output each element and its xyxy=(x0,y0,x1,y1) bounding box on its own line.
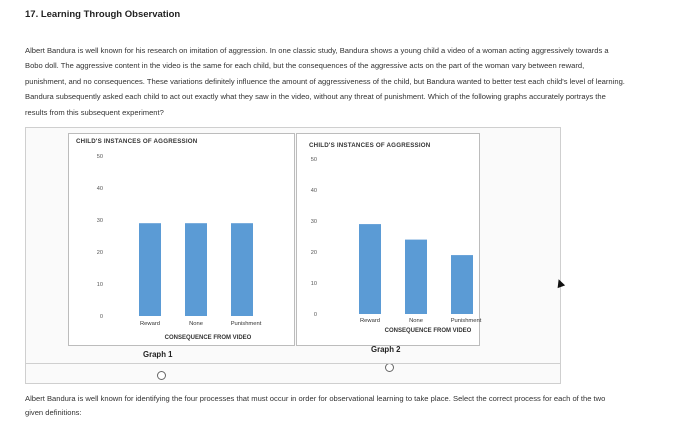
chart-2 xyxy=(297,134,481,347)
chart-2-bar-punishment xyxy=(451,255,473,314)
chart-1-bar-punishment xyxy=(231,223,253,316)
chart-2-ytick-30: 30 xyxy=(310,219,317,225)
chart-2-category-punishment: Punishment xyxy=(450,318,482,324)
chart-2-category-none: None xyxy=(409,318,423,324)
chart-2-title: CHILD'S INSTANCES OF AGGRESSION xyxy=(309,142,431,149)
chart-2-ytick-10: 10 xyxy=(310,281,317,287)
chart-2-xlabel: CONSEQUENCE FROM VIDEO xyxy=(384,328,472,334)
followup-question: Albert Bandura is well known for identifying the four processes that must occur in order for observational learning to take place. Select the correct process for each of the two given definitions: xyxy=(25,394,606,417)
chart-2-bar-none xyxy=(405,240,427,314)
chart-1-ytick-30: 30 xyxy=(96,218,103,224)
graph-1-label: Graph 1 xyxy=(143,350,173,359)
chart-1-ytick-10: 10 xyxy=(96,282,103,288)
answer-options-frame xyxy=(25,127,561,384)
chart-2-ytick-20: 20 xyxy=(310,250,317,256)
chart-1-category-punishment: Punishment xyxy=(230,321,262,327)
chart-1-title: CHILD'S INSTANCES OF AGGRESSION xyxy=(76,138,198,145)
graph-2-radio[interactable] xyxy=(385,363,394,372)
question-title: 17. Learning Through Observation xyxy=(25,9,181,20)
chart-1-category-reward: Reward xyxy=(140,321,160,327)
chart-1-xlabel: CONSEQUENCE FROM VIDEO xyxy=(164,335,252,341)
graph-1-radio[interactable] xyxy=(157,371,166,380)
chart-2-ytick-0: 0 xyxy=(313,312,317,318)
chart-1-category-none: None xyxy=(189,321,203,327)
chart-1-ytick-50: 50 xyxy=(96,154,103,160)
chart-2-ytick-40: 40 xyxy=(310,188,317,194)
chart-2-category-reward: Reward xyxy=(360,318,380,324)
chart-1 xyxy=(69,134,296,347)
chart-1-bar-none xyxy=(185,223,207,316)
mouse-cursor-icon xyxy=(555,278,565,288)
chart-1-ytick-20: 20 xyxy=(96,250,103,256)
graph-2-card xyxy=(296,133,480,346)
chart-1-ytick-0: 0 xyxy=(99,314,103,320)
chart-2-ytick-50: 50 xyxy=(310,157,317,163)
graph-2-label: Graph 2 xyxy=(371,345,401,354)
graph-1-card xyxy=(68,133,295,346)
options-divider xyxy=(26,363,560,364)
chart-2-bar-reward xyxy=(359,224,381,314)
question-body: Albert Bandura is well known for his research on imitation of aggression. In one classic study, Bandura shows a young child a video of a woman acting aggressively towards a Bobo doll. The aggressive content in the video is the same for each child, but the consequences of the aggressive acts on the part of the woman vary between reward, punishment, and no consequences. These variations definitely influence the amount of aggressiveness of the child, but Bandura wanted to better test each child's level of learning. Bandura subsequently asked each child to act out exactly what they saw in the video, without any threat of punishment. Which of the following graphs accurately portrays the results from this subsequent experiment? xyxy=(25,46,625,117)
chart-1-bar-reward xyxy=(139,223,161,316)
chart-1-ytick-40: 40 xyxy=(96,186,103,192)
